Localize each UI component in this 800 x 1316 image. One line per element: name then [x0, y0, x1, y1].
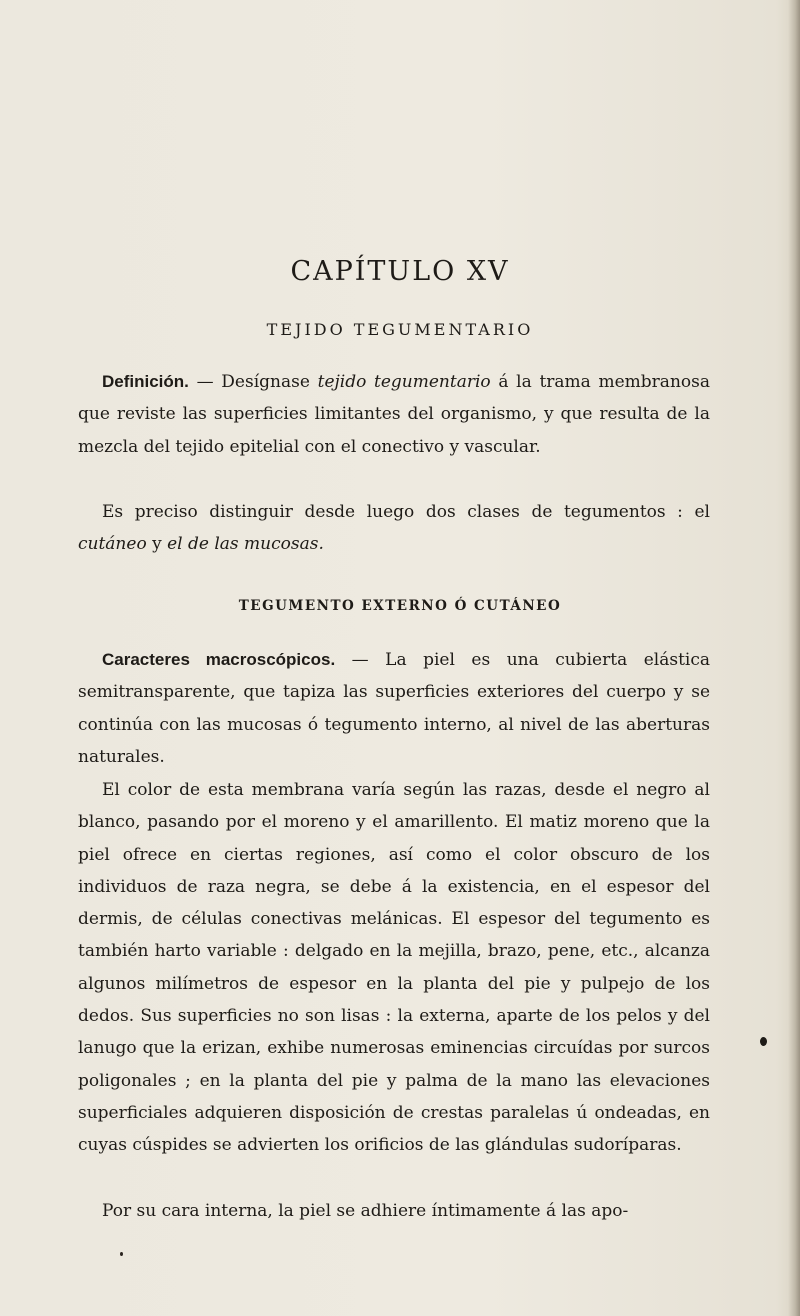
definition-pre: — Desígnase	[188, 372, 318, 392]
ink-spot	[760, 1037, 767, 1046]
page-edge-shadow	[788, 0, 800, 1316]
tegumentos-italic-2: el de las mucosas.	[167, 534, 324, 555]
definition-term: tejido tegumentario	[317, 372, 491, 392]
tegumentos-paragraph	[78, 496, 710, 561]
tegumentos-mid: y	[146, 534, 168, 555]
section-heading: TEGUMENTO EXTERNO Ó CUTÁNEO	[238, 598, 562, 614]
definition-lead: Definición.	[102, 372, 189, 391]
ink-dot	[120, 1252, 123, 1256]
tegumentos-italic-1: cutáneo	[78, 534, 147, 555]
color-paragraph: El color de esta membrana varía según las razas, desde el negro al blanco, pasando por el moreno y el amarillento. El matiz moreno que la piel ofrece en ciertas regiones, así como el color obscuro de los individuos de raza negra, se debe á la existencia, en el espesor del dermis, de células conectivas melánicas. El espesor del tegumento es también harto variable : delgado en la mejilla, brazo, pene, etc., alcanza algunos milímetros de espesor en la planta del pie y pulpejo de los dedos. Sus superficies no son lisas : la externa, aparte de los pelos y del lanugo que la erizan, exhibe numerosas eminencias circuídas por surcos poligonales ; en la planta del pie y palma de la mano las elevaciones superficiales adquieren disposición de crestas paralelas ú ondeadas, en cuyas cúspides se advierten los orificios de las glándulas sudoríparas.	[78, 780, 710, 1156]
chapter-subtitle: TEJIDO TEGUMENTARIO	[266, 320, 534, 339]
definition-paragraph	[78, 366, 710, 463]
definition-post: á la trama membranosa que reviste las superficies limitantes del organismo, y que resulta de la mezcla del tejido epitelial con el conectivo y vascular.	[78, 372, 710, 457]
chapter-title: CAPÍTULO XV	[290, 256, 510, 287]
caracteres-paragraph	[78, 644, 710, 773]
last-line: Por su cara interna, la piel se adhiere íntimamente á las apo-	[102, 1201, 629, 1221]
tegumentos-pre: Es preciso distinguir desde luego dos clases de tegumentos : el	[102, 502, 710, 522]
caracteres-text: — La piel es una cubierta elástica semitransparente, que tapiza las superficies exteriores del cuerpo y se continúa con las mucosas ó tegumento interno, al nivel de las aberturas naturales.	[78, 650, 710, 767]
caracteres-lead: Caracteres macroscópicos.	[102, 650, 336, 669]
